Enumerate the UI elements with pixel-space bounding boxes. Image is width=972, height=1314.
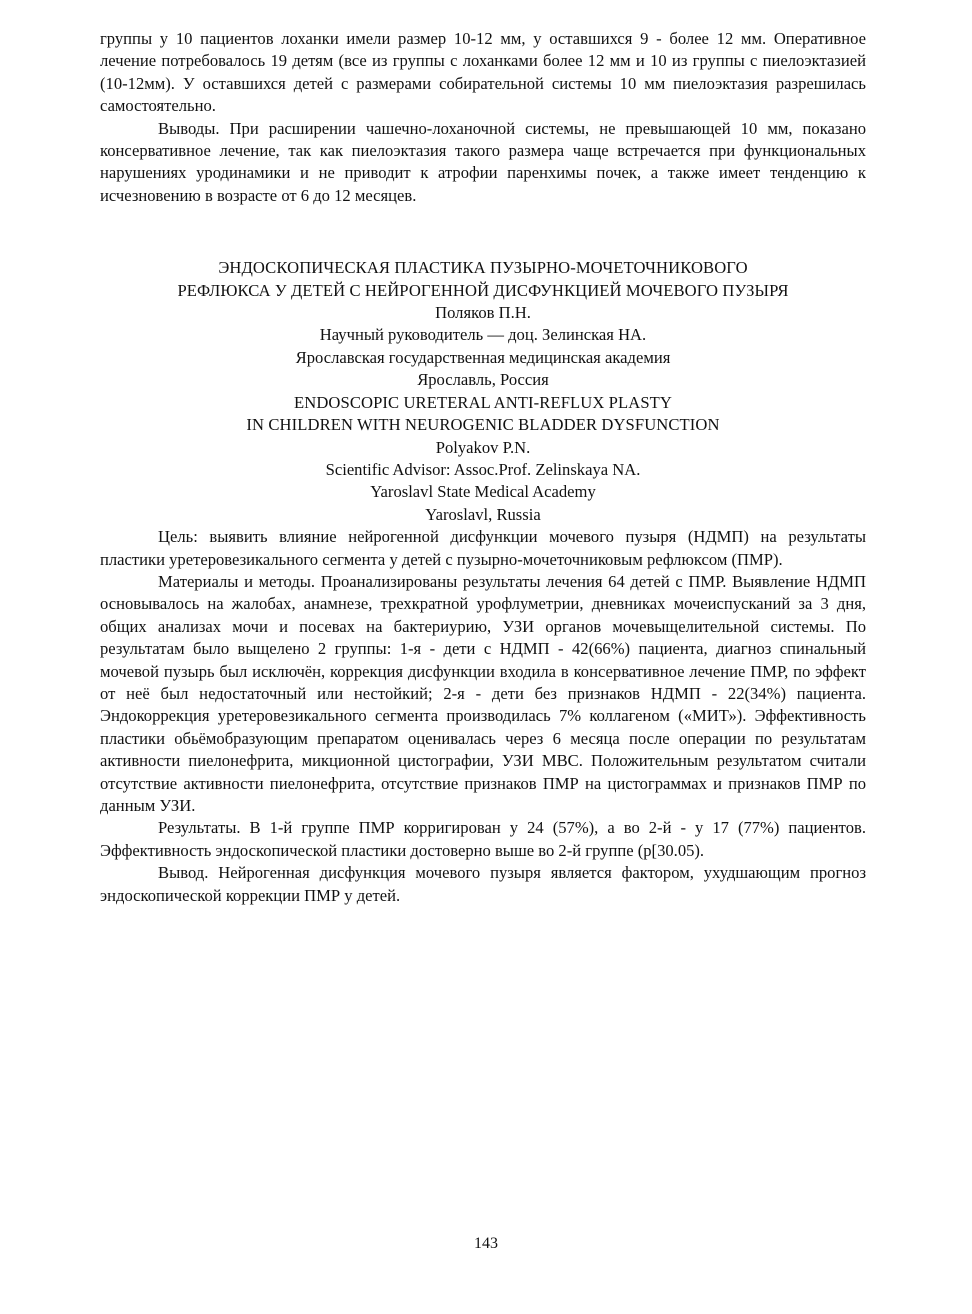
article-title-en-line-2: IN CHILDREN WITH NEUROGENIC BLADDER DYSFUNCTION [246, 415, 720, 435]
author-en: Polyakov P.N. [435, 437, 531, 457]
article-title-ru-line-2: РЕФЛЮКСА У ДЕТЕЙ С НЕЙРОГЕННОЙ ДИСФУНКЦИЕЙ МОЧЕВОГО ПУЗЫРЯ [177, 280, 789, 300]
results-paragraph: Результаты. В 1-й группе ПМР корригирован у 24 (57%), а во 2-й - у 17 (77%) пациентов. Эффективность эндоскопической пластики достоверно выше во 2-й группе (р[30.05). [100, 818, 866, 860]
city-ru: Ярославль, Россия [417, 370, 549, 390]
aim-paragraph: Цель: выявить влияние нейрогенной дисфункции мочевого пузыря (НДМП) на результаты пластики уретеровезикального сегмента у детей с пузырно-мочеточниковым рефлюксом (ПМР). [100, 527, 866, 569]
article-title-ru-line-1: ЭНДОСКОПИЧЕСКАЯ ПЛАСТИКА ПУЗЫРНО-МОЧЕТОЧНИКОВОГО [218, 258, 748, 278]
city-en: Yaroslavl, Russia [425, 504, 541, 524]
page-body [100, 28, 866, 907]
advisor-en: Scientific Advisor: Assoc.Prof. Zelinskaya NA. [325, 459, 641, 479]
page-number: 143 [474, 1235, 498, 1252]
continuation-conclusions-paragraph: Выводы. При расширении чашечно-лоханочной системы, не превышающей 10 мм, показано консервативное лечение, так как пиелоэктазия такого размера чаще встречается при функциональных нарушениях уродинамики и не приводит к атрофии паренхимы почек, а также имеет тенденцию к исчезновению в возрасте от 6 до 12 месяцев. [100, 118, 866, 205]
methods-paragraph: Материалы и методы. Проанализированы результаты лечения 64 детей с ПМР. Выявление НДМП основывалось на жалобах, анамнезе, трехкратной урофлуметрии, дневниках мочеиспусканий за 3 дня, общих анализах мочи и посевах на бактериурию, УЗИ органов мочевыщелительной системы. По результатам было выщелено 2 группы: 1-я - дети с НДМП - 42(66%) пациента, диагноз спинальный мочевой пузырь был исключён, коррекция дисфункции входила в консервативное лечение ПМР, по эффект от неё был недостаточный или нестойкий; 2-я - дети без признаков НДМП - 22(34%) пациента. Эндокоррекция уретеровезикального сегмента производилась 7% коллагеном («МИТ»). Эффективность пластики обьёмобразующим препаратом оценивалась через 6 месяца после операции по результатам активности пиелонефрита, микционной цистографии, УЗИ МВС. Положительным результатом считали отсутствие активности пиелонефрита, отсутствие признаков ПМР на цистограммах и признаков ПМР по данным УЗИ. [100, 571, 866, 815]
institution-en: Yaroslavl State Medical Academy [370, 482, 596, 502]
section-gap [100, 207, 866, 257]
conclusion-paragraph: Вывод. Нейрогенная дисфункция мочевого пузыря является фактором, ухудшающим прогноз эндоскопической коррекции ПМР у детей. [100, 863, 866, 905]
author-ru: Поляков П.Н. [435, 303, 531, 323]
continuation-paragraph-1: группы у 10 пациентов лоханки имели размер 10-12 мм, у оставшихся 9 - более 12 мм. Оперативное лечение потребовалось 19 детям (все из группы с лоханками более 12 мм и 10 из группы с пиелоэктазией (10-12мм). У оставшихся детей с размерами собирательной системы 10 мм пиелоэктазия разрешилась самостоятельно. [100, 29, 866, 116]
institution-ru: Ярославская государственная медицинская академия [295, 347, 671, 367]
advisor-ru: Научный руководитель — доц. Зелинская НА. [319, 325, 647, 345]
article-title-en-line-1: ENDOSCOPIC URETERAL ANTI-REFLUX PLASTY [294, 392, 672, 412]
